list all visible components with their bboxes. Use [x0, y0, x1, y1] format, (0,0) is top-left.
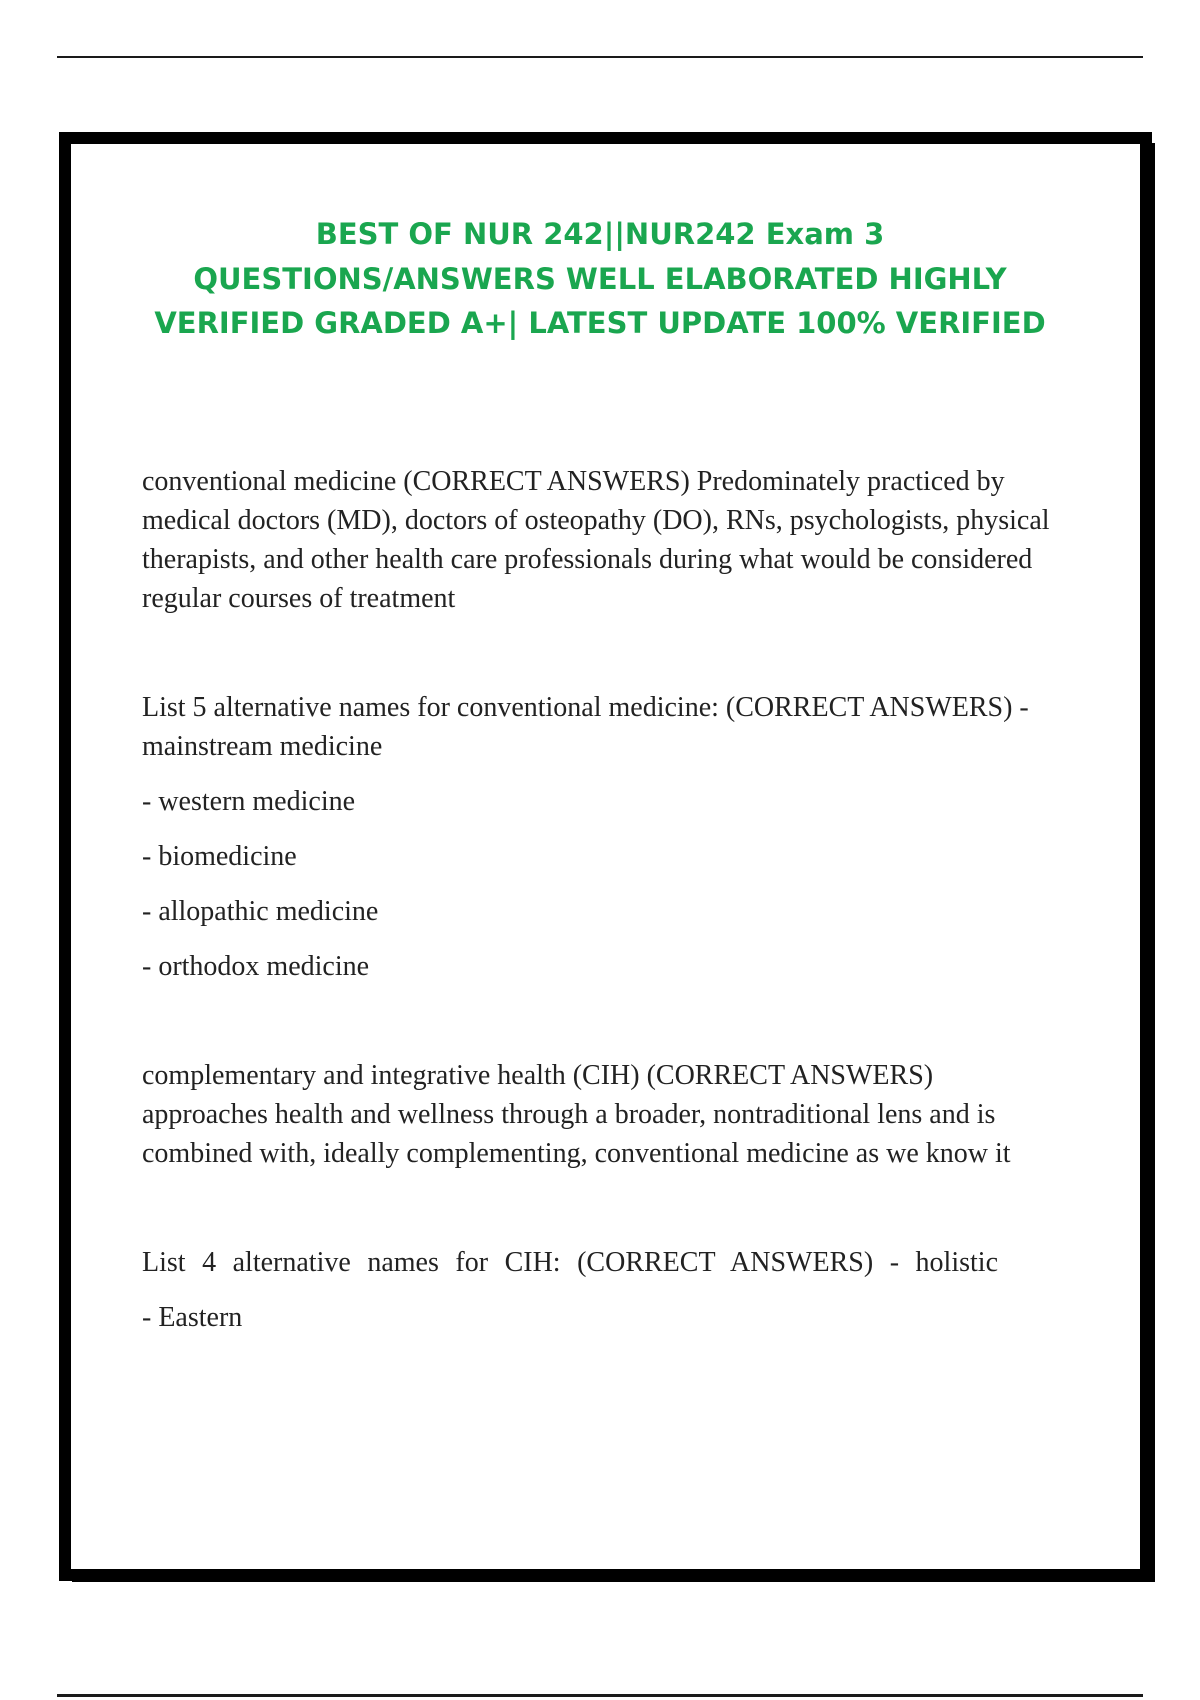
qa-entry-cih: complementary and integrative health (CIH) (CORRECT ANSWERS) approaches health and wellness through a broader, nontraditional lens and is combined with, ideally complementing, conventional medicine as we know it — [142, 1060, 1011, 1169]
conventional-alt-names-list — [142, 782, 1062, 986]
list-item: - orthodox medicine — [142, 951, 370, 982]
bottom-divider — [57, 1694, 1143, 1697]
list-item: - Eastern — [142, 1302, 243, 1333]
qa-entry-cih-alt-names: List 4 alternative names for CIH: (CORRECT ANSWERS) - holistic — [142, 1247, 998, 1278]
list-item: - allopathic medicine — [142, 896, 379, 927]
qa-entry-conventional-alt-names: List 5 alternative names for conventional medicine: (CORRECT ANSWERS) - mainstream medicine — [142, 692, 1029, 762]
list-item: - western medicine — [142, 786, 356, 817]
qa-entry-conventional-medicine: conventional medicine (CORRECT ANSWERS) Predominately practiced by medical doctors (MD), doctors of osteopathy (DO), RNs, psychologists, physical therapists, and other health care professionals during what would be considered regular courses of treatment — [142, 466, 1050, 614]
cih-alt-names-list — [142, 1298, 1062, 1337]
top-divider — [57, 56, 1143, 58]
document-title: BEST OF NUR 242||NUR242 Exam 3 QUESTIONS/ANSWERS WELL ELABORATED HIGHLY VERIFIED GRADED A+| LATEST UPDATE 100% VERIFIED — [154, 217, 1046, 340]
qa-content — [142, 462, 1062, 1353]
list-item: - biomedicine — [142, 841, 297, 872]
